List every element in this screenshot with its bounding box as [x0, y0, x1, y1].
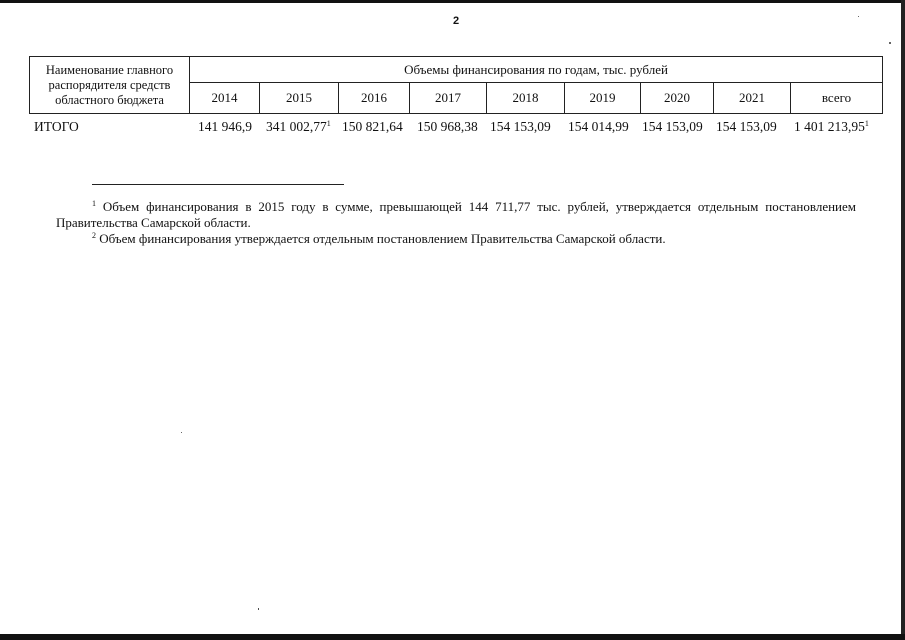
year-header-2015: 2015: [260, 83, 339, 114]
footnote-mark: 1: [326, 119, 331, 128]
scan-speck: [181, 432, 182, 433]
scan-edge-right: [901, 0, 905, 640]
header-financing-volumes: Объемы финансирования по годам, тыс. рублей: [190, 57, 883, 83]
total-value-2018: 154 153,09: [490, 119, 551, 134]
total-row: [34, 119, 884, 137]
year-header-2017: 2017: [410, 83, 487, 114]
scan-speck: [889, 42, 891, 44]
scan-edge-bottom: [0, 634, 905, 640]
year-header-2019: 2019: [565, 83, 641, 114]
footnote-2-text: Объем финансирования утверждается отдельным постановлением Правительства Самарской области.: [99, 231, 666, 246]
scan-speck: [858, 16, 859, 17]
footnotes: [56, 199, 856, 247]
footnote-1: [56, 199, 856, 231]
total-label: ИТОГО: [34, 119, 79, 134]
total-value-2021: 154 153,09: [716, 119, 777, 134]
year-header-2014: 2014: [190, 83, 260, 114]
financing-table: [29, 56, 883, 114]
year-header-2021: 2021: [714, 83, 791, 114]
year-header-2016: 2016: [339, 83, 410, 114]
footnote-separator: [92, 184, 344, 185]
total-value-2016: 150 821,64: [342, 119, 403, 134]
year-header-total: всего: [791, 83, 883, 114]
footnote-1-text: Объем финансирования в 2015 году в сумме, превышающей 144 711,77 тыс. рублей, утверждается отдельным постановлением Правительства Самарской области.: [56, 199, 856, 230]
page-number: 2: [452, 15, 460, 27]
footnote-2: [56, 231, 856, 247]
total-value-2017: 150 968,38: [417, 119, 478, 134]
scan-edge-top: [0, 0, 905, 3]
total-value-2020: 154 153,09: [642, 119, 703, 134]
footnote-2-mark: 2: [92, 231, 96, 240]
total-value-all: 1 401 213,95$^1$: [794, 119, 869, 134]
total-value-2015: 341 002,77$^1$: [266, 119, 331, 134]
total-value-2019: 154 014,99: [568, 119, 629, 134]
scan-speck: [258, 608, 259, 610]
header-budget-manager: Наименование главного распорядителя средств областного бюджета: [30, 57, 190, 114]
total-value-2014: 141 946,9: [198, 119, 252, 134]
footnote-mark: 1: [864, 119, 869, 128]
footnote-1-mark: 1: [92, 199, 96, 208]
year-header-2018: 2018: [487, 83, 565, 114]
year-header-2020: 2020: [641, 83, 714, 114]
